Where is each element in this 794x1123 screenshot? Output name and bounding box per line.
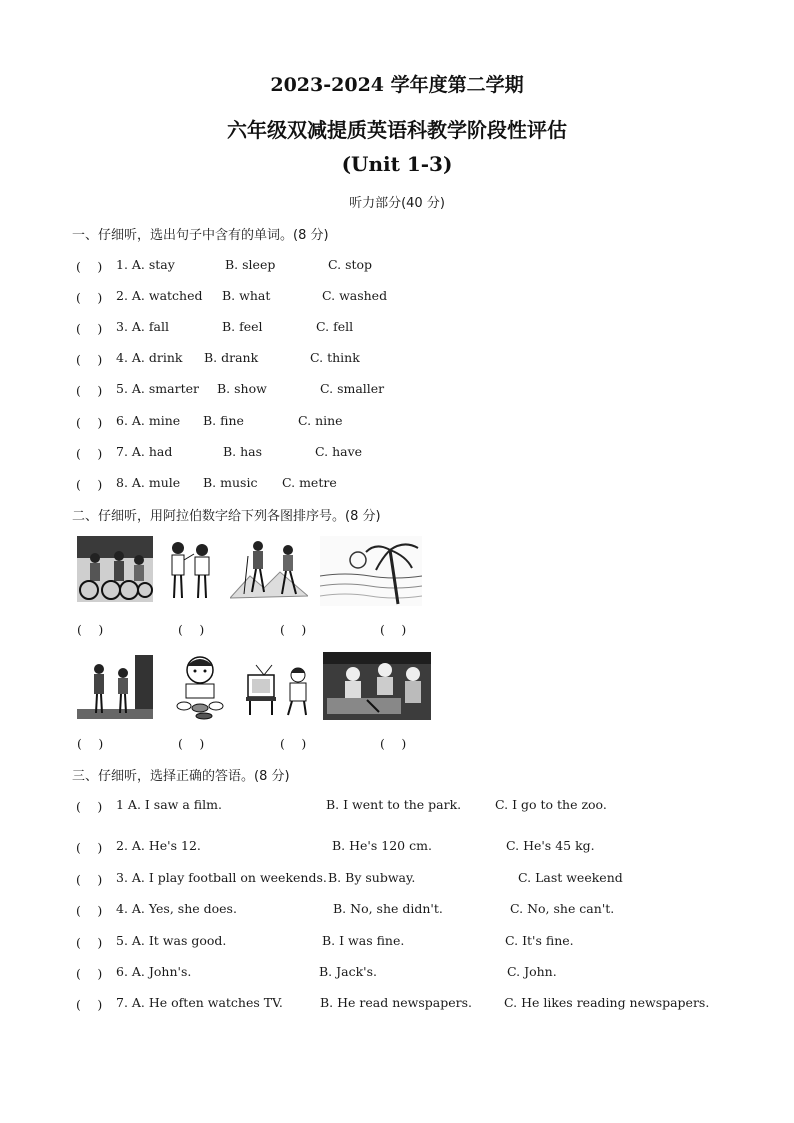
picture-order-bracket[interactable]: ( ) [380,736,407,751]
option-a: 7. A. had [116,444,173,459]
option-a: 2. A. watched [116,288,203,303]
option-a: 7. A. He often watches TV. [116,995,283,1010]
option-c: C. No, she can't. [510,901,615,916]
picture-order-bracket[interactable]: ( ) [178,622,205,637]
answer-bracket[interactable]: ( ) [76,259,103,274]
section2-title: 二、仔细听，用阿拉伯数字给下列各图排序号。(8 分) [72,509,381,524]
option-a: 1 A. I saw a film. [116,797,222,812]
boy-eating-picture [174,652,228,720]
option-a: 4. A. Yes, she does. [116,901,237,916]
picture-order-bracket[interactable]: ( ) [280,736,307,751]
option-c: C. smaller [320,381,385,396]
hikers-picture [230,536,308,602]
option-c: C. I go to the zoo. [495,797,607,812]
answer-bracket[interactable]: ( ) [76,799,103,814]
option-b: B. He read newspapers. [320,995,472,1010]
picture-order-bracket[interactable]: ( ) [280,622,307,637]
exam-title: 六年级双减提质英语科教学阶段性评估 [227,118,567,142]
answer-bracket[interactable]: ( ) [76,997,103,1012]
people-at-table-picture [323,652,431,720]
picture-order-bracket[interactable]: ( ) [77,736,104,751]
answer-bracket[interactable]: ( ) [76,415,103,430]
girl-watching-tv-picture [240,655,314,717]
option-c: C. metre [282,475,337,490]
answer-bracket[interactable]: ( ) [76,321,103,336]
option-a: 3. A. fall [116,319,169,334]
answer-bracket[interactable]: ( ) [76,935,103,950]
option-a: 3. A. I play football on weekends. [116,870,327,885]
option-b: B. fine [203,413,244,428]
option-a: 1. A. stay [116,257,175,272]
answer-bracket[interactable]: ( ) [76,966,103,981]
option-b: B. I was fine. [322,933,405,948]
option-c: C. He's 45 kg. [506,838,595,853]
option-c: C. It's fine. [505,933,574,948]
option-a: 8. A. mule [116,475,181,490]
unit-range: (Unit 1-3) [341,152,453,176]
option-a: 5. A. It was good. [116,933,227,948]
option-c: C. Last weekend [518,870,623,885]
picture-order-bracket[interactable]: ( ) [178,736,205,751]
answer-bracket[interactable]: ( ) [76,840,103,855]
option-a: 4. A. drink [116,350,183,365]
answer-bracket[interactable]: ( ) [76,290,103,305]
beach-palm-tree-picture [320,536,422,606]
answer-bracket[interactable]: ( ) [76,446,103,461]
listening-part-label: 听力部分(40 分) [349,196,445,211]
option-b: B. music [203,475,258,490]
option-b: B. drank [204,350,259,365]
picture-order-bracket[interactable]: ( ) [77,622,104,637]
option-a: 2. A. He's 12. [116,838,201,853]
two-people-standing-picture [77,655,153,719]
option-a: 6. A. mine [116,413,181,428]
option-b: B. show [217,381,267,396]
section1-title: 一、仔细听，选出句子中含有的单词。(8 分) [72,228,329,243]
option-b: B. has [223,444,263,459]
answer-bracket[interactable]: ( ) [76,477,103,492]
option-c: C. stop [328,257,373,272]
option-b: B. feel [222,319,263,334]
option-b: B. I went to the park. [326,797,462,812]
answer-bracket[interactable]: ( ) [76,352,103,367]
boy-and-girl-talking-picture [164,536,216,602]
option-c: C. fell [316,319,354,334]
option-c: C. have [315,444,363,459]
option-c: C. think [310,350,360,365]
section3-title: 三、仔细听，选择正确的答语。(8 分) [72,769,290,784]
option-b: B. Jack's. [319,964,377,979]
option-b: B. He's 120 cm. [332,838,432,853]
cyclists-picture [77,536,153,602]
option-b: B. sleep [225,257,276,272]
option-b: B. No, she didn't. [333,901,443,916]
option-c: C. washed [322,288,388,303]
exam-year-title: 2023-2024 学年度第二学期 [270,74,524,96]
option-c: C. John. [507,964,557,979]
option-a: 6. A. John's. [116,964,192,979]
picture-order-bracket[interactable]: ( ) [380,622,407,637]
answer-bracket[interactable]: ( ) [76,383,103,398]
option-c: C. nine [298,413,343,428]
answer-bracket[interactable]: ( ) [76,872,103,887]
option-a: 5. A. smarter [116,381,199,396]
option-b: B. what [222,288,271,303]
option-b: B. By subway. [328,870,416,885]
option-c: C. He likes reading newspapers. [504,995,710,1010]
answer-bracket[interactable]: ( ) [76,903,103,918]
